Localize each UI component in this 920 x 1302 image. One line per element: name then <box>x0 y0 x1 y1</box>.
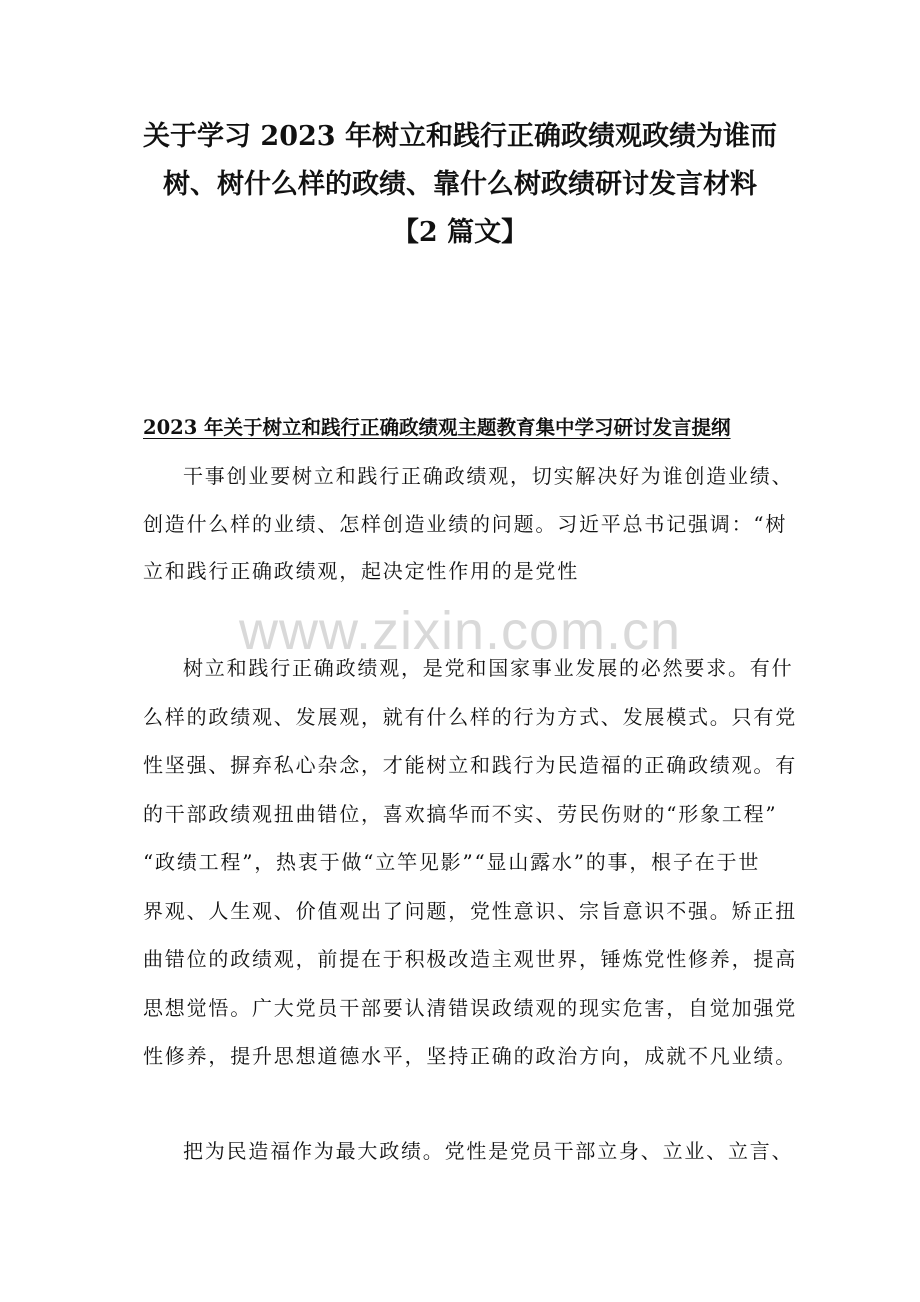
title-line: 关于学习 2023 年树立和践行正确政绩观政绩为谁而 <box>143 121 777 152</box>
title-line: 树、树什么样的政绩、靠什么树政绩研讨发言材料 <box>163 169 757 200</box>
text-line: 性坚强、摒弃私心杂念，才能树立和践行为民造福的正确政绩观。有 <box>143 753 797 777</box>
text-line: 把为民造福作为最大政绩。党性是党员干部立身、立业、立言、 <box>183 1139 794 1163</box>
section-heading: 2023 年关于树立和践行正确政绩观主题教育集中学习研讨发言提纲 <box>143 416 731 439</box>
text-line: 立和践行正确政绩观，起决定性作用的是党性 <box>143 559 579 583</box>
title-line: 【2 篇文】 <box>391 217 529 248</box>
text-line: 干事创业要树立和践行正确政绩观，切实解决好为谁创造业绩、 <box>183 464 794 488</box>
text-line: 树立和践行正确政绩观，是党和国家事业发展的必然要求。有什 <box>183 656 794 680</box>
text-line: 曲错位的政绩观，前提在于积极改造主观世界，锤炼党性修养，提高 <box>143 947 797 971</box>
text-line: 性修养，提升思想道德水平，坚持正确的政治方向，成就不凡业绩。 <box>143 1044 797 1068</box>
watermark: www.zixin.com.cn <box>238 601 682 661</box>
text-line: 思想觉悟。广大党员干部要认清错误政绩观的现实危害，自觉加强党 <box>143 995 797 1020</box>
text-line: 么样的政绩观、发展观，就有什么样的行为方式、发展模式。只有党 <box>143 704 797 729</box>
text-line: “政绩工程”，热衷于做“立竿见影”“显山露水”的事，根子在于世 <box>143 850 761 874</box>
text-line: 界观、人生观、价值观出了问题，党性意识、宗旨意识不强。矫正扭 <box>143 898 797 923</box>
document-title <box>0 113 920 257</box>
text-line: 的干部政绩观扭曲错位，喜欢搞华而不实、劳民伤财的“形象工程” <box>143 801 778 826</box>
text-line: 创造什么样的业绩、怎样创造业绩的问题。习近平总书记强调：“树 <box>143 511 788 536</box>
